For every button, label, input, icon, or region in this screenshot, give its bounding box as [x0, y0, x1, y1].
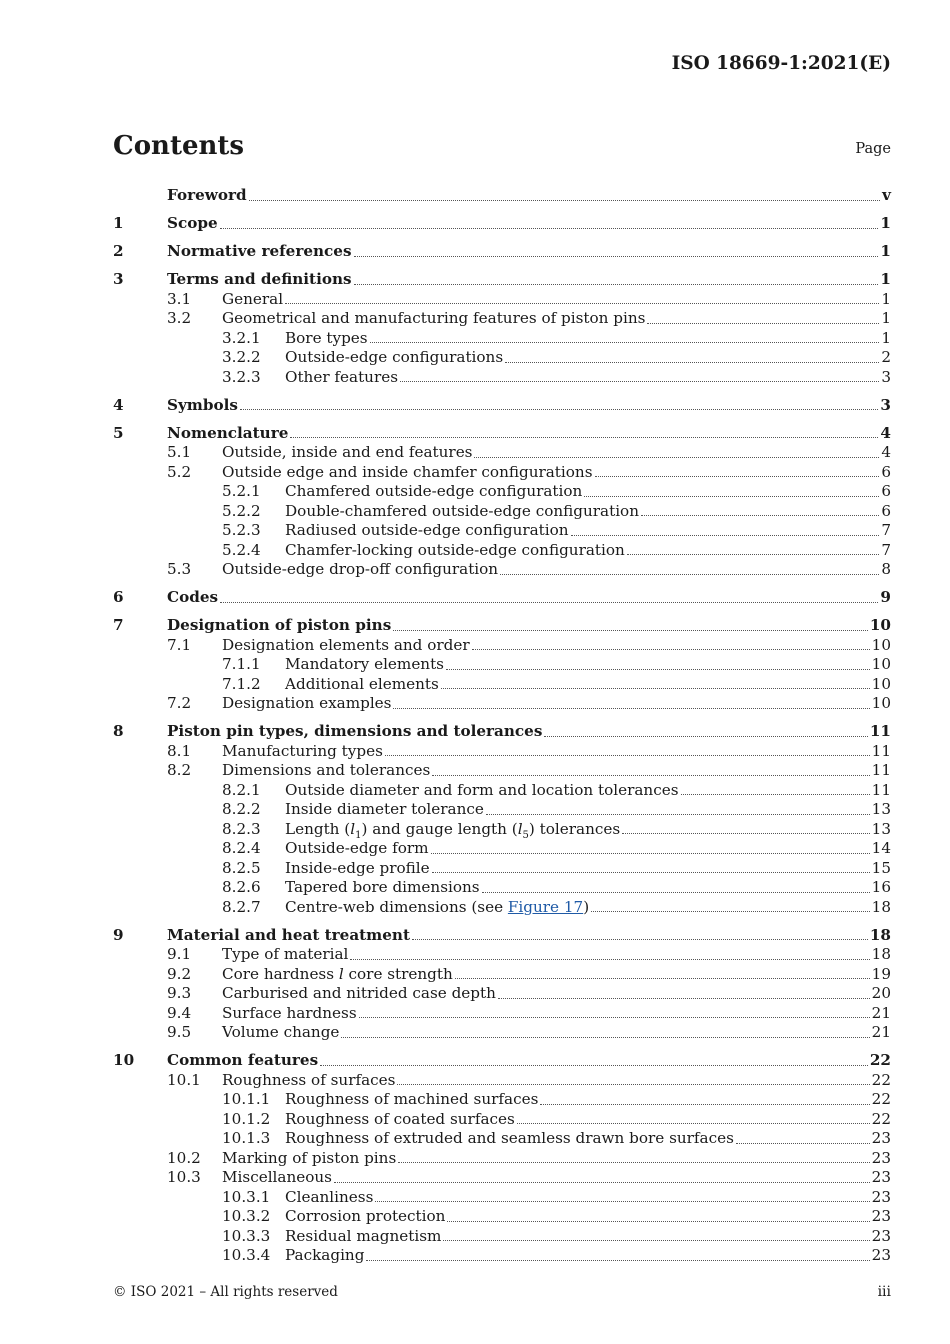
- toc-entry[interactable]: [113, 839, 891, 859]
- page-column-label: Page: [855, 141, 891, 157]
- toc-entry[interactable]: [113, 1004, 891, 1024]
- dot-leader: [354, 255, 879, 257]
- toc-entry[interactable]: [113, 214, 891, 234]
- dot-leader: [498, 997, 870, 999]
- dot-leader: [400, 380, 879, 382]
- toc-entry-page: 23: [871, 1187, 891, 1206]
- toc-entry-page: 14: [871, 839, 891, 857]
- toc-entry-page: 1: [881, 328, 891, 347]
- title-text: ): [583, 897, 590, 916]
- toc-entry[interactable]: [113, 396, 891, 416]
- toc-entry[interactable]: [113, 1149, 891, 1169]
- toc-entry[interactable]: [113, 1051, 891, 1071]
- dot-leader: [641, 514, 879, 516]
- toc-entry-title: Miscellaneous: [222, 1168, 332, 1186]
- toc-entry-page: 22: [871, 1070, 891, 1089]
- toc-entry-number: 7.2: [167, 694, 192, 712]
- toc-entry-page: 4: [880, 423, 891, 442]
- dot-leader: [482, 891, 870, 893]
- toc-entry-page: 23: [871, 1168, 891, 1186]
- toc-entry-page: 7: [881, 521, 891, 539]
- toc-entry[interactable]: [113, 560, 891, 580]
- dot-leader: [472, 648, 870, 650]
- toc-entry-page: 8: [881, 560, 891, 578]
- toc-entry[interactable]: [113, 616, 891, 636]
- toc-entry[interactable]: [113, 800, 891, 820]
- toc-entry-number: 10.1.2: [222, 1109, 271, 1128]
- title-text: Centre-web dimensions (see: [285, 897, 508, 916]
- toc-entry-title: Scope: [167, 214, 218, 232]
- toc-entry-title: Symbols: [167, 395, 238, 414]
- figure-link[interactable]: Figure 17: [507, 897, 584, 916]
- toc-entry-page: 23: [871, 1226, 891, 1245]
- toc-entry-number: 3.2: [167, 309, 192, 327]
- dot-leader: [393, 707, 869, 709]
- table-of-contents: [113, 184, 891, 1266]
- dot-leader: [627, 553, 880, 555]
- toc-entry-title: Bore types: [285, 328, 368, 347]
- toc-entry-page: 10: [871, 635, 891, 654]
- toc-entry-title: General: [222, 289, 284, 308]
- toc-entry-page: 20: [871, 984, 891, 1002]
- toc-entry-number: 5: [113, 423, 124, 442]
- dot-leader: [446, 668, 870, 670]
- toc-entry-title: Roughness of surfaces: [222, 1070, 396, 1089]
- toc-entry-page: 15: [871, 858, 891, 877]
- toc-entry-page: 21: [871, 1023, 891, 1041]
- toc-entry-title: Designation examples: [222, 694, 392, 712]
- toc-entry-number: 10.3.4: [222, 1246, 271, 1264]
- toc-entry[interactable]: [113, 270, 891, 290]
- toc-entry[interactable]: [113, 242, 891, 262]
- toc-entry[interactable]: [113, 368, 891, 388]
- toc-entry-number: 10.1: [167, 1070, 201, 1089]
- dot-leader: [240, 408, 878, 410]
- subscript: 5: [522, 829, 529, 841]
- toc-entry-number: 5.2.3: [222, 521, 261, 539]
- toc-entry-title: [285, 820, 620, 840]
- toc-entry[interactable]: [113, 329, 891, 349]
- dot-leader: [544, 735, 867, 737]
- toc-entry-number: 10.2: [167, 1148, 201, 1167]
- dot-leader: [647, 322, 879, 324]
- toc-entry-number: 8.2.4: [222, 839, 261, 857]
- toc-entry-number: 2: [113, 242, 124, 260]
- toc-entry[interactable]: [113, 1129, 891, 1149]
- toc-entry-number: 10: [113, 1051, 135, 1069]
- toc-entry-page: 10: [871, 674, 891, 693]
- dot-leader: [447, 1220, 869, 1222]
- toc-entry-title: Roughness of coated surfaces: [285, 1109, 515, 1128]
- dot-leader: [455, 977, 870, 979]
- subscript: 1: [355, 829, 362, 841]
- toc-entry-page: 18: [871, 897, 891, 916]
- dot-leader: [432, 774, 869, 776]
- toc-entry-title: Outside-edge configurations: [285, 348, 504, 366]
- dot-leader: [366, 1259, 869, 1261]
- toc-entry-number: 9: [113, 925, 124, 944]
- toc-entry[interactable]: [113, 521, 891, 541]
- toc-entry-page: 1: [881, 289, 891, 308]
- toc-entry-page: 22: [869, 1051, 891, 1069]
- toc-entry[interactable]: [113, 1188, 891, 1208]
- toc-entry-page: 11: [871, 780, 891, 799]
- toc-entry-number: 3.2.1: [222, 328, 261, 347]
- toc-entry-page: 21: [871, 1003, 891, 1022]
- toc-entry-page: 10: [871, 694, 891, 712]
- toc-entry[interactable]: [113, 309, 891, 329]
- toc-entry-title: Residual magnetism: [285, 1226, 442, 1245]
- dot-leader: [571, 534, 880, 536]
- toc-entry-title: Carburised and nitrided case depth: [222, 984, 496, 1002]
- dot-leader: [220, 601, 878, 603]
- toc-entry-title: Nomenclature: [167, 423, 289, 442]
- dot-leader: [474, 456, 879, 458]
- toc-entry-title: Marking of piston pins: [222, 1148, 397, 1167]
- toc-entry-number: 8.2.3: [222, 819, 261, 838]
- toc-entry-title: Double-chamfered outside-edge configuration: [285, 501, 639, 520]
- dot-leader: [412, 938, 868, 940]
- toc-entry-number: 3: [113, 270, 124, 288]
- toc-entry-page: 2: [881, 348, 891, 366]
- toc-entry-title: [222, 965, 453, 985]
- dot-leader: [393, 629, 868, 631]
- toc-entry[interactable]: [113, 482, 891, 502]
- toc-entry-page: 23: [871, 1246, 891, 1264]
- toc-entry-title: Common features: [167, 1051, 319, 1069]
- toc-entry-page: 9: [880, 588, 891, 606]
- italic-symbol: l: [517, 819, 523, 838]
- toc-entry[interactable]: [113, 742, 891, 762]
- title-text: core strength: [343, 964, 453, 983]
- toc-entry-page: 11: [871, 761, 891, 779]
- toc-entry-title: Chamfer-locking outside-edge configuration: [285, 540, 625, 559]
- toc-entry-number: 5.2.4: [222, 540, 261, 559]
- toc-entry-number: 7.1.2: [222, 674, 261, 693]
- toc-entry-title: Volume change: [222, 1023, 340, 1041]
- toc-entry-title: Other features: [285, 367, 399, 386]
- toc-entry[interactable]: [113, 588, 891, 608]
- toc-entry-title: Manufacturing types: [222, 741, 383, 760]
- toc-entry-page: 16: [871, 878, 891, 896]
- toc-entry[interactable]: [113, 781, 891, 801]
- toc-entry-title: Terms and definitions: [167, 270, 352, 288]
- toc-entry-title: Packaging: [285, 1246, 365, 1264]
- toc-entry[interactable]: [113, 820, 891, 840]
- toc-entry[interactable]: [113, 502, 891, 522]
- toc-entry-number: 8.2.6: [222, 878, 261, 896]
- toc-entry-page: 10: [871, 655, 891, 673]
- toc-entry[interactable]: [113, 926, 891, 946]
- toc-entry[interactable]: [113, 1227, 891, 1247]
- document-id: ISO 18669-1:2021(E): [671, 53, 891, 74]
- toc-entry-title: Radiused outside-edge configuration: [285, 521, 569, 539]
- page-number: iii: [877, 1284, 891, 1300]
- toc-entry[interactable]: [113, 186, 891, 206]
- toc-entry-number: 5.2: [167, 462, 192, 481]
- dot-leader: [249, 199, 881, 201]
- toc-entry-page: 6: [881, 482, 891, 500]
- dot-leader: [375, 1200, 869, 1202]
- toc-entry[interactable]: [113, 898, 891, 918]
- toc-entry-number: 5.2.2: [222, 501, 261, 520]
- toc-entry[interactable]: [113, 1090, 891, 1110]
- toc-entry-page: 4: [881, 443, 891, 461]
- dot-leader: [505, 361, 879, 363]
- dot-leader: [350, 958, 869, 960]
- toc-entry-number: 9.3: [167, 984, 192, 1002]
- toc-entry-page: 18: [871, 945, 891, 963]
- toc-entry[interactable]: [113, 443, 891, 463]
- italic-symbol: l: [350, 819, 356, 838]
- toc-entry-page: v: [882, 186, 891, 204]
- toc-entry-page: 11: [869, 722, 891, 740]
- dot-leader: [285, 302, 879, 304]
- dot-leader: [341, 1036, 869, 1038]
- dot-leader: [595, 475, 880, 477]
- toc-entry-number: 5.3: [167, 560, 192, 578]
- dot-leader: [432, 871, 870, 873]
- toc-entry-title: Outside-edge drop-off configuration: [222, 560, 499, 578]
- toc-entry-page: 23: [871, 1207, 891, 1225]
- toc-entry[interactable]: [113, 694, 891, 714]
- dot-leader: [398, 1161, 869, 1163]
- toc-entry-number: 7: [113, 616, 124, 634]
- toc-entry-page: 10: [869, 616, 891, 634]
- toc-entry[interactable]: [113, 675, 891, 695]
- toc-entry-title: [285, 898, 589, 918]
- toc-entry-number: 1: [113, 214, 124, 232]
- toc-entry[interactable]: [113, 1168, 891, 1188]
- toc-entry-number: 5.2.1: [222, 482, 261, 500]
- toc-entry[interactable]: [113, 859, 891, 879]
- toc-entry[interactable]: [113, 541, 891, 561]
- dot-leader: [584, 495, 879, 497]
- title-text: ) and gauge length (: [361, 819, 518, 838]
- title-text: Core hardness: [222, 964, 339, 983]
- toc-entry[interactable]: [113, 1246, 891, 1266]
- toc-entry-title: Roughness of machined surfaces: [285, 1090, 539, 1108]
- dot-leader: [736, 1142, 870, 1144]
- dot-leader: [441, 687, 870, 689]
- dot-leader: [486, 813, 870, 815]
- toc-entry-title: Additional elements: [285, 674, 439, 693]
- toc-entry-number: 6: [113, 588, 124, 606]
- toc-entry-number: 9.5: [167, 1023, 192, 1041]
- dot-leader: [443, 1239, 869, 1241]
- toc-entry-page: 11: [871, 741, 891, 760]
- toc-entry-number: 10.3.3: [222, 1226, 271, 1245]
- toc-entry-title: Outside, inside and end features: [222, 443, 473, 461]
- toc-entry-number: 3.2.2: [222, 348, 261, 366]
- toc-entry-title: Foreword: [167, 186, 247, 204]
- toc-entry-page: 19: [871, 964, 891, 983]
- toc-entry-title: Outside-edge form: [285, 839, 429, 857]
- toc-entry-number: 8.2.2: [222, 800, 261, 818]
- toc-entry-number: 8.2: [167, 761, 192, 779]
- page-title: Contents: [113, 131, 245, 161]
- dot-leader: [540, 1103, 869, 1105]
- toc-entry-number: 10.1.1: [222, 1090, 271, 1108]
- toc-entry[interactable]: [113, 290, 891, 310]
- toc-entry-number: 9.4: [167, 1003, 192, 1022]
- dot-leader: [591, 910, 870, 912]
- toc-entry-title: Designation elements and order: [222, 635, 470, 654]
- toc-entry-page: 6: [881, 501, 891, 520]
- toc-entry[interactable]: [113, 348, 891, 368]
- toc-entry-number: 10.3.1: [222, 1187, 271, 1206]
- toc-entry-number: 4: [113, 395, 124, 414]
- toc-entry-page: 13: [871, 819, 891, 838]
- toc-entry-title: Roughness of extruded and seamless drawn bore surfaces: [285, 1129, 734, 1147]
- dot-leader: [517, 1122, 870, 1124]
- toc-entry[interactable]: [113, 945, 891, 965]
- toc-entry-title: Corrosion protection: [285, 1207, 446, 1225]
- toc-entry[interactable]: [113, 761, 891, 781]
- toc-entry-number: 9.1: [167, 945, 192, 963]
- toc-entry-page: 22: [871, 1109, 891, 1128]
- toc-entry[interactable]: [113, 424, 891, 444]
- toc-entry-number: 10.1.3: [222, 1129, 271, 1147]
- toc-entry[interactable]: [113, 1110, 891, 1130]
- toc-entry-page: 1: [880, 214, 891, 232]
- dot-leader: [385, 754, 870, 756]
- toc-entry-title: Type of material: [222, 945, 349, 963]
- toc-entry-page: 22: [871, 1090, 891, 1108]
- toc-entry-number: 5.1: [167, 443, 192, 461]
- toc-entry-page: 18: [869, 925, 891, 944]
- toc-entry-title: Inside diameter tolerance: [285, 800, 484, 818]
- dot-leader: [334, 1181, 870, 1183]
- toc-entry-number: 7.1.1: [222, 655, 261, 673]
- toc-entry-number: 9.2: [167, 964, 192, 983]
- toc-entry-page: 6: [881, 462, 891, 481]
- toc-entry-number: 3.2.3: [222, 367, 261, 386]
- toc-entry-number: 10.3.2: [222, 1207, 271, 1225]
- dot-leader: [397, 1083, 869, 1085]
- toc-entry-number: 8.2.5: [222, 858, 261, 877]
- toc-entry-page: 3: [881, 367, 891, 386]
- title-text: Length (: [285, 819, 351, 838]
- toc-entry-number: 3.1: [167, 289, 192, 308]
- toc-entry-title: Cleanliness: [285, 1187, 374, 1206]
- toc-entry-page: 1: [880, 270, 891, 288]
- toc-entry-page: 23: [871, 1129, 891, 1147]
- toc-entry[interactable]: [113, 878, 891, 898]
- dot-leader: [622, 832, 870, 834]
- toc-entry-title: Dimensions and tolerances: [222, 761, 431, 779]
- dot-leader: [370, 341, 880, 343]
- toc-entry[interactable]: [113, 965, 891, 985]
- dot-leader: [359, 1016, 870, 1018]
- dot-leader: [290, 436, 878, 438]
- toc-entry-page: 13: [871, 800, 891, 818]
- toc-entry[interactable]: [113, 984, 891, 1004]
- toc-entry-page: 1: [881, 309, 891, 327]
- toc-entry-number: 8.2.1: [222, 780, 261, 799]
- toc-entry-number: 8.1: [167, 741, 192, 760]
- toc-entry-title: Material and heat treatment: [167, 925, 410, 944]
- toc-entry[interactable]: [113, 463, 891, 483]
- toc-entry[interactable]: [113, 655, 891, 675]
- toc-entry-title: Outside edge and inside chamfer configurations: [222, 462, 593, 481]
- toc-entry-number: 7.1: [167, 635, 192, 654]
- toc-entry-title: Designation of piston pins: [167, 616, 392, 634]
- toc-entry-number: 10.3: [167, 1168, 201, 1186]
- toc-entry-number: 8.2.7: [222, 897, 261, 916]
- title-text: ) tolerances: [528, 819, 621, 838]
- dot-leader: [681, 793, 870, 795]
- toc-entry-title: Normative references: [167, 242, 352, 260]
- toc-entry-title: Outside diameter and form and location tolerances: [285, 780, 679, 799]
- toc-entry-title: Surface hardness: [222, 1003, 357, 1022]
- dot-leader: [220, 227, 879, 229]
- toc-entry-title: Inside-edge profile: [285, 858, 430, 877]
- dot-leader: [500, 573, 879, 575]
- toc-entry[interactable]: [113, 722, 891, 742]
- toc-entry-page: 7: [881, 540, 891, 559]
- dot-leader: [320, 1064, 868, 1066]
- toc-entry-title: Geometrical and manufacturing features of piston pins: [222, 309, 646, 327]
- toc-entry-number: 8: [113, 722, 124, 740]
- toc-entry[interactable]: [113, 1207, 891, 1227]
- toc-entry-title: Tapered bore dimensions: [285, 878, 480, 896]
- toc-entry[interactable]: [113, 636, 891, 656]
- toc-entry-title: Piston pin types, dimensions and tolerances: [167, 722, 543, 740]
- italic-symbol: l: [338, 964, 344, 983]
- toc-entry-page: 1: [880, 242, 891, 260]
- toc-entry-title: Codes: [167, 588, 219, 606]
- toc-entry-title: Mandatory elements: [285, 655, 444, 673]
- dot-leader: [354, 283, 879, 285]
- toc-entry[interactable]: [113, 1071, 891, 1091]
- toc-entry[interactable]: [113, 1023, 891, 1043]
- toc-entry-page: 3: [880, 395, 891, 414]
- toc-entry-page: 23: [871, 1148, 891, 1167]
- copyright-notice: © ISO 2021 – All rights reserved: [113, 1284, 338, 1300]
- toc-entry-title: Chamfered outside-edge configuration: [285, 482, 583, 500]
- dot-leader: [431, 852, 870, 854]
